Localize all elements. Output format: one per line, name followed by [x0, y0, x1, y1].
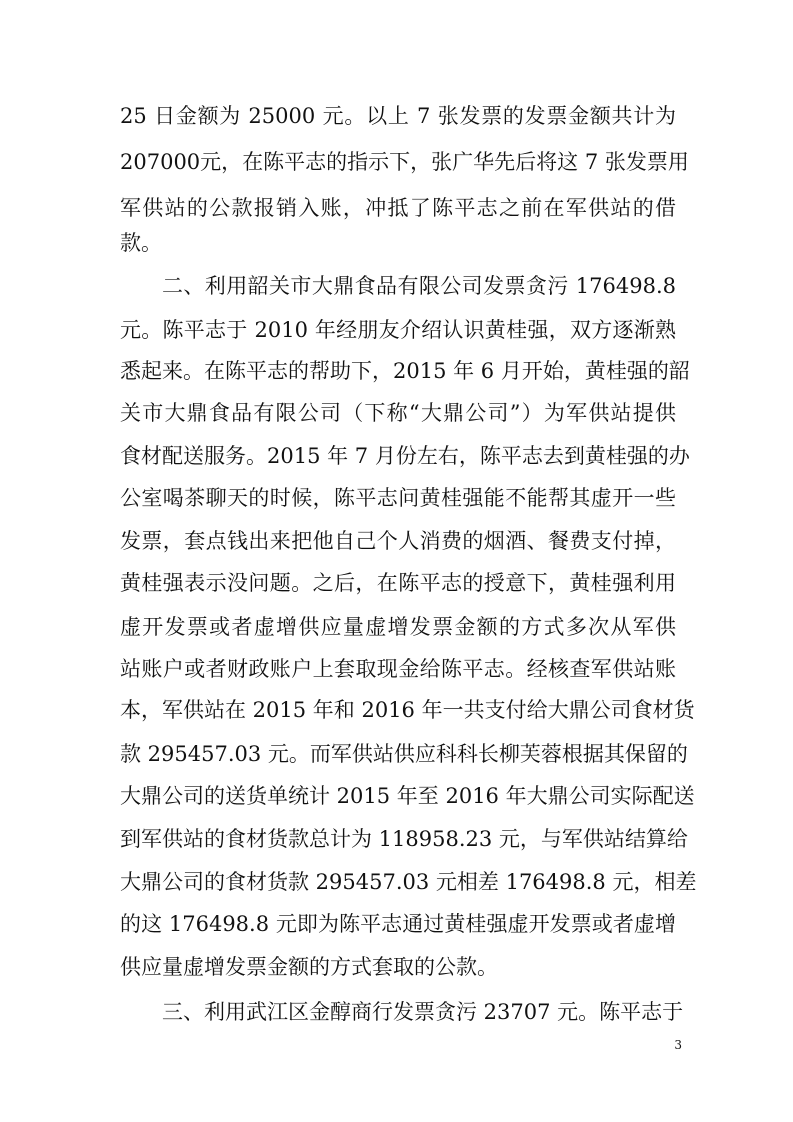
text-line: 207000元，在陈平志的指示下，张广华先后将这 7 张发票用	[120, 150, 689, 174]
text-line: 食材配送服务。2015 年 7 月份左右，陈平志去到黄桂强的办	[120, 444, 690, 468]
text-line: 悉起来。在陈平志的帮助下，2015 年 6 月开始，黄桂强的韶	[120, 359, 690, 383]
section-heading-line: 二、利用韶关市大鼎食品有限公司发票贪污 176498.8	[162, 274, 676, 298]
text-line: 供应量虚增发票金额的方式套取的公款。	[120, 955, 498, 979]
text-line: 关市大鼎食品有限公司（下称“大鼎公司”）为军供站提供	[120, 401, 676, 425]
text-line: 本，军供站在 2015 年和 2016 年一共支付给大鼎公司食材货	[120, 698, 695, 722]
text-line: 款。	[120, 231, 162, 255]
text-line: 到军供站的食材货款总计为 118958.23 元，与军供站结算给	[120, 827, 688, 851]
text-line: 发票，套点钱出来把他自己个人消费的烟酒、餐费支付掉，	[120, 529, 676, 553]
text-line: 军供站的公款报销入账，冲抵了陈平志之前在军供站的借	[120, 196, 676, 220]
page-number: 3	[674, 1038, 682, 1052]
text-line: 大鼎公司的送货单统计 2015 年至 2016 年大鼎公司实际配送	[120, 784, 695, 808]
text-line: 黄桂强表示没问题。之后，在陈平志的授意下，黄桂强利用	[120, 571, 676, 595]
text-line: 大鼎公司的食材货款 295457.03 元相差 176498.8 元，相差	[120, 870, 697, 894]
text-line: 虚开发票或者虚增供应量虚增发票金额的方式多次从军供	[120, 615, 676, 639]
section-heading-line: 三、利用武江区金醇商行发票贪污 23707 元。陈平志于	[162, 1000, 684, 1024]
text-line: 站账户或者财政账户上套取现金给陈平志。经核查军供站账	[120, 657, 676, 681]
text-line: 的这 176498.8 元即为陈平志通过黄桂强虚开发票或者虚增	[120, 912, 676, 936]
text-line: 公室喝茶聊天的时候，陈平志问黄桂强能不能帮其虚开一些	[120, 486, 676, 510]
text-line: 元。陈平志于 2010 年经朋友介绍认识黄桂强，双方逐渐熟	[120, 318, 676, 342]
text-line: 款 295457.03 元。而军供站供应科科长柳芙蓉根据其保留的	[120, 742, 688, 766]
text-line: 25 日金额为 25000 元。以上 7 张发票的发票金额共计为	[120, 104, 676, 128]
